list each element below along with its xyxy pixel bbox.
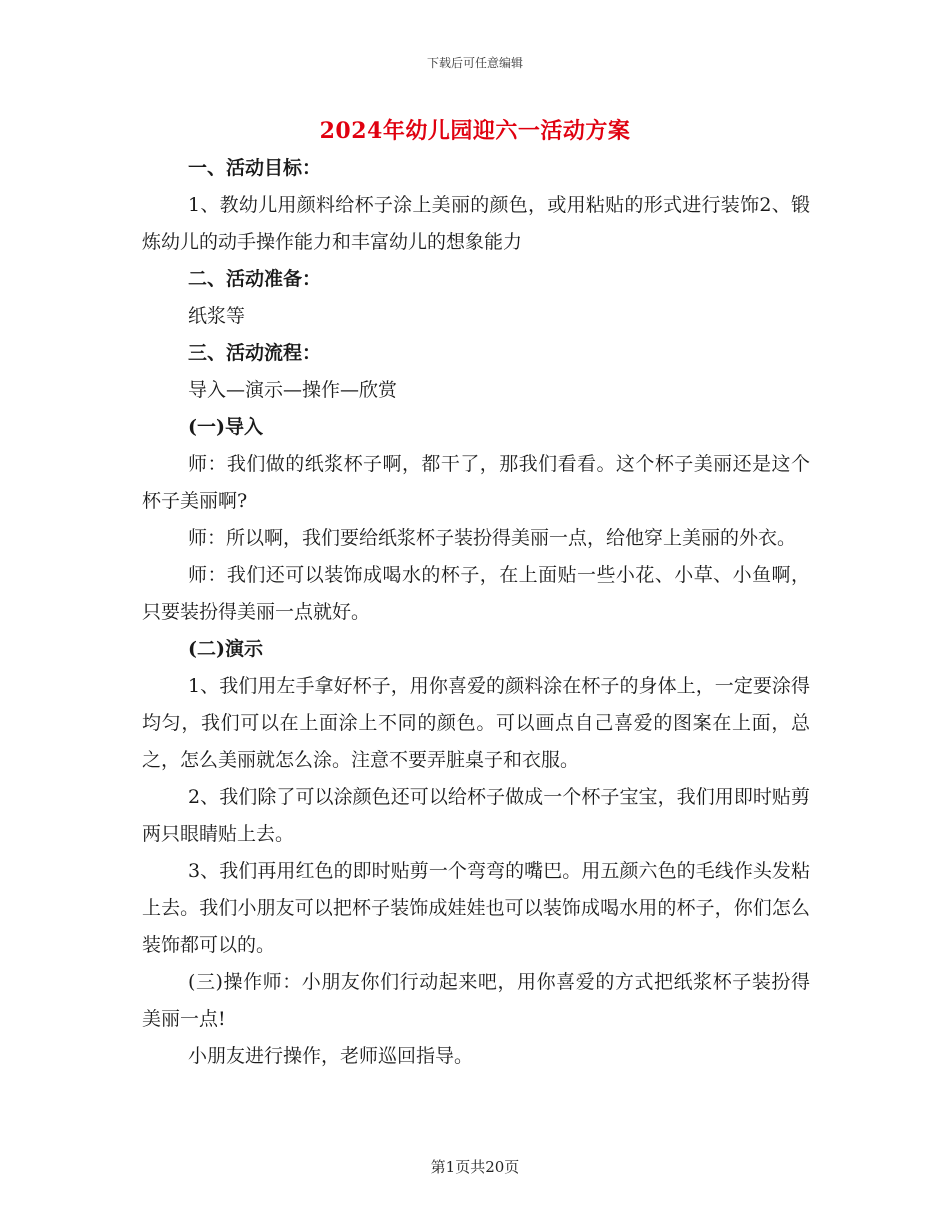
section-heading-goals: 一、活动目标： <box>188 157 322 179</box>
section-heading-preparation: 二、活动准备： <box>188 268 322 290</box>
paragraph-operation-2: 小朋友进行操作，老师巡回指导。 <box>188 1045 474 1067</box>
paragraph-intro-3: 师：我们还可以装饰成喝水的杯子，在上面贴一些小花、小草、小鱼啊，只要装扮得美丽一点就好。 <box>142 564 810 623</box>
page-title: 2024年幼儿园迎六一活动方案 <box>319 118 631 144</box>
paragraph-operation-1: (三)操作师：小朋友你们行动起来吧，用你喜爱的方式把纸浆杯子装扮得美丽一点! <box>142 971 810 1030</box>
paragraph-intro-2: 师：所以啊，我们要给纸浆杯子装扮得美丽一点，给他穿上美丽的外衣。 <box>188 527 797 549</box>
header-note: 下载后可任意编辑 <box>426 56 523 70</box>
paragraph-goals: 1、教幼儿用颜料给杯子涂上美丽的颜色，或用粘贴的形式进行装饰2、锻炼幼儿的动手操作能力和丰富幼儿的想象能力 <box>142 194 810 253</box>
paragraph-process: 导入—演示—操作—欣赏 <box>188 379 398 401</box>
paragraph-intro-1: 师：我们做的纸浆杯子啊，都干了，那我们看看。这个杯子美丽还是这个杯子美丽啊? <box>142 453 810 512</box>
paragraph-demo-2: 2、我们除了可以涂颜色还可以给杯子做成一个杯子宝宝，我们用即时贴剪两只眼睛贴上去。 <box>142 786 810 845</box>
page-indicator: 第1页共20页 <box>430 1158 520 1176</box>
paragraph-preparation: 纸浆等 <box>188 305 246 327</box>
section-heading-process: 三、活动流程： <box>188 342 322 364</box>
paragraph-demo-1: 1、我们用左手拿好杯子，用你喜爱的颜料涂在杯子的身体上，一定要涂得均匀，我们可以在上面涂上不同的颜色。可以画点自己喜爱的图案在上面，总之，怎么美丽就怎么涂。注意不要弄脏桌子和衣服。 <box>142 675 810 771</box>
paragraph-demo-3: 3、我们再用红色的即时贴剪一个弯弯的嘴巴。用五颜六色的毛线作头发粘上去。我们小朋友可以把杯子装饰成娃娃也可以装饰成喝水用的杯子，你们怎么装饰都可以的。 <box>142 860 810 956</box>
document-body <box>142 150 810 1075</box>
subsection-heading-demo: (二)演示 <box>188 638 263 660</box>
subsection-heading-intro: (一)导入 <box>188 416 263 438</box>
